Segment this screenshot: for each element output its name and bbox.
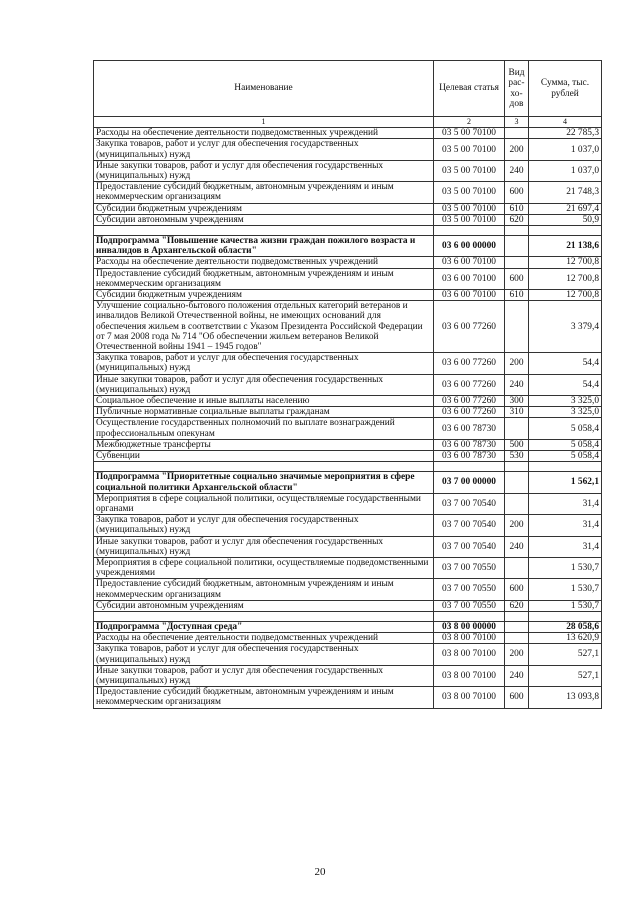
row-code-cell: 03 6 00 70100 <box>434 257 505 268</box>
table-row <box>94 290 602 301</box>
row-vid-cell <box>505 257 529 268</box>
row-sum-cell: 21 138,6 <box>529 236 602 257</box>
row-sum-cell: 21 748,3 <box>529 182 602 203</box>
row-vid-cell: 600 <box>505 182 529 203</box>
table-row <box>94 687 602 708</box>
table-row <box>94 536 602 557</box>
table-row <box>94 579 602 600</box>
row-name-cell: Закупка товаров, работ и услуг для обеспечения государственных (муниципальных) нужд <box>94 353 434 374</box>
row-vid-cell: 610 <box>505 290 529 301</box>
header-row <box>94 61 602 117</box>
table-row <box>94 439 602 450</box>
row-name-cell: Иные закупки товаров, работ и услуг для обеспечения государственных (муниципальных) нужд <box>94 536 434 557</box>
subprogram-row <box>94 621 602 632</box>
row-sum-cell: 31,4 <box>529 493 602 514</box>
row-name-cell: Субсидии автономным учреждениям <box>94 214 434 225</box>
spacer-row <box>94 611 602 621</box>
row-name-cell: Мероприятия в сфере социальной политики, осуществляемые подведомственными учреждениями <box>94 557 434 578</box>
row-vid-cell <box>505 128 529 139</box>
table-row <box>94 160 602 181</box>
row-name-cell: Мероприятия в сфере социальной политики, осуществляемые государственными органами <box>94 493 434 514</box>
table-row <box>94 396 602 407</box>
table-row <box>94 374 602 395</box>
row-vid-cell <box>505 418 529 439</box>
row-code-cell: 03 6 00 77260 <box>434 301 505 353</box>
empty-cell <box>94 462 434 472</box>
row-code-cell: 03 5 00 70100 <box>434 203 505 214</box>
row-code-cell: 03 6 00 78730 <box>434 451 505 462</box>
row-name-cell: Расходы на обеспечение деятельности подведомственных учреждений <box>94 257 434 268</box>
row-code-cell: 03 7 00 70540 <box>434 493 505 514</box>
header-sum: Сумма, тыс. рублей <box>529 61 602 117</box>
subprogram-row <box>94 472 602 493</box>
row-sum-cell: 12 700,8 <box>529 290 602 301</box>
row-name-cell: Иные закупки товаров, работ и услуг для обеспечения государственных (муниципальных) нужд <box>94 160 434 181</box>
empty-cell <box>505 226 529 236</box>
row-vid-cell: 200 <box>505 515 529 536</box>
row-sum-cell: 54,4 <box>529 353 602 374</box>
table-row <box>94 407 602 418</box>
row-name-cell: Улучшение социально-бытового положения отдельных категорий ветеранов и инвалидов Великой Отечественной войны, не имеющих оснований для обеспечения жильем в соответствии с Указом Президента Российской Федерации от 7 мая 2008 года № 714 "Об обеспечении жильем ветеранов Великой Отечественной войны 1941 – 1945 годов" <box>94 301 434 353</box>
row-sum-cell: 3 325,0 <box>529 407 602 418</box>
row-vid-cell: 300 <box>505 396 529 407</box>
row-sum-cell: 1 037,0 <box>529 160 602 181</box>
row-vid-cell: 240 <box>505 665 529 686</box>
row-vid-cell: 310 <box>505 407 529 418</box>
row-sum-cell: 12 700,8 <box>529 257 602 268</box>
row-name-cell: Расходы на обеспечение деятельности подведомственных учреждений <box>94 633 434 644</box>
row-sum-cell: 50,9 <box>529 214 602 225</box>
row-vid-cell: 610 <box>505 203 529 214</box>
row-vid-cell <box>505 557 529 578</box>
row-name-cell: Подпрограмма "Приоритетные социально значимые мероприятия в сфере социальной политики Архангельской области" <box>94 472 434 493</box>
row-code-cell: 03 6 00 70100 <box>434 268 505 289</box>
header-name: Наименование <box>94 61 434 117</box>
row-sum-cell: 54,4 <box>529 374 602 395</box>
column-number-row <box>94 117 602 128</box>
row-code-cell: 03 5 00 70100 <box>434 139 505 160</box>
empty-cell <box>434 226 505 236</box>
row-code-cell: 03 6 00 78730 <box>434 418 505 439</box>
row-name-cell: Субсидии бюджетным учреждениям <box>94 203 434 214</box>
page-number: 20 <box>314 866 326 878</box>
empty-cell <box>529 462 602 472</box>
row-code-cell: 03 8 00 00000 <box>434 621 505 632</box>
row-sum-cell: 5 058,4 <box>529 439 602 450</box>
row-sum-cell: 527,1 <box>529 644 602 665</box>
row-code-cell: 03 6 00 78730 <box>434 439 505 450</box>
table-row <box>94 665 602 686</box>
row-sum-cell: 1 037,0 <box>529 139 602 160</box>
column-number: 2 <box>434 117 505 128</box>
row-vid-cell: 530 <box>505 451 529 462</box>
row-code-cell: 03 7 00 70550 <box>434 579 505 600</box>
row-code-cell: 03 6 00 77260 <box>434 353 505 374</box>
table-row <box>94 182 602 203</box>
row-name-cell: Подпрограмма "Доступная среда" <box>94 621 434 632</box>
empty-cell <box>505 611 529 621</box>
table-body <box>94 128 602 708</box>
row-code-cell: 03 7 00 70540 <box>434 536 505 557</box>
row-vid-cell: 200 <box>505 139 529 160</box>
row-vid-cell <box>505 236 529 257</box>
empty-cell <box>529 611 602 621</box>
spacer-row <box>94 226 602 236</box>
empty-cell <box>529 226 602 236</box>
subprogram-row <box>94 236 602 257</box>
table-row <box>94 644 602 665</box>
header-code: Целевая статья <box>434 61 505 117</box>
row-vid-cell: 240 <box>505 536 529 557</box>
row-sum-cell: 5 058,4 <box>529 418 602 439</box>
table-row <box>94 515 602 536</box>
row-code-cell: 03 6 00 77260 <box>434 374 505 395</box>
row-vid-cell <box>505 472 529 493</box>
row-name-cell: Осуществление государственных полномочий по выплате вознаграждений профессиональным опекунам <box>94 418 434 439</box>
row-sum-cell: 21 697,4 <box>529 203 602 214</box>
row-code-cell: 03 8 00 70100 <box>434 665 505 686</box>
row-vid-cell <box>505 621 529 632</box>
row-name-cell: Подпрограмма "Повышение качества жизни граждан пожилого возраста и инвалидов в Архангельской области" <box>94 236 434 257</box>
column-number: 4 <box>529 117 602 128</box>
table-row <box>94 203 602 214</box>
empty-cell <box>505 462 529 472</box>
table-row <box>94 301 602 353</box>
row-name-cell: Предоставление субсидий бюджетным, автономным учреждениям и иным некоммерческим организациям <box>94 182 434 203</box>
table-row <box>94 268 602 289</box>
table-row <box>94 418 602 439</box>
row-vid-cell: 620 <box>505 600 529 611</box>
column-number: 3 <box>505 117 529 128</box>
header-vid: Вид рас-хо-дов <box>505 61 529 117</box>
row-code-cell: 03 7 00 70550 <box>434 600 505 611</box>
row-sum-cell: 28 058,6 <box>529 621 602 632</box>
table-row <box>94 128 602 139</box>
row-name-cell: Иные закупки товаров, работ и услуг для обеспечения государственных (муниципальных) нужд <box>94 374 434 395</box>
row-sum-cell: 22 785,3 <box>529 128 602 139</box>
row-name-cell: Предоставление субсидий бюджетным, автономным учреждениям и иным некоммерческим организациям <box>94 687 434 708</box>
table-row <box>94 451 602 462</box>
row-vid-cell <box>505 633 529 644</box>
row-sum-cell: 12 700,8 <box>529 268 602 289</box>
empty-cell <box>434 611 505 621</box>
row-name-cell: Расходы на обеспечение деятельности подведомственных учреждений <box>94 128 434 139</box>
row-sum-cell: 3 325,0 <box>529 396 602 407</box>
row-sum-cell: 31,4 <box>529 515 602 536</box>
row-code-cell: 03 7 00 70540 <box>434 515 505 536</box>
row-code-cell: 03 7 00 00000 <box>434 472 505 493</box>
row-sum-cell: 1 562,1 <box>529 472 602 493</box>
table-row <box>94 557 602 578</box>
row-vid-cell: 200 <box>505 353 529 374</box>
row-code-cell: 03 5 00 70100 <box>434 182 505 203</box>
row-vid-cell: 200 <box>505 644 529 665</box>
table-row <box>94 257 602 268</box>
row-vid-cell <box>505 493 529 514</box>
row-code-cell: 03 8 00 70100 <box>434 644 505 665</box>
empty-cell <box>94 611 434 621</box>
row-name-cell: Закупка товаров, работ и услуг для обеспечения государственных (муниципальных) нужд <box>94 139 434 160</box>
row-vid-cell: 620 <box>505 214 529 225</box>
row-sum-cell: 3 379,4 <box>529 301 602 353</box>
row-sum-cell: 1 530,7 <box>529 600 602 611</box>
row-vid-cell: 600 <box>505 268 529 289</box>
row-vid-cell: 240 <box>505 374 529 395</box>
table-row <box>94 353 602 374</box>
row-code-cell: 03 8 00 70100 <box>434 633 505 644</box>
row-name-cell: Предоставление субсидий бюджетным, автономным учреждениям и иным некоммерческим организациям <box>94 579 434 600</box>
table-row <box>94 633 602 644</box>
row-name-cell: Иные закупки товаров, работ и услуг для обеспечения государственных (муниципальных) нужд <box>94 665 434 686</box>
row-name-cell: Субсидии бюджетным учреждениям <box>94 290 434 301</box>
table-row <box>94 600 602 611</box>
row-sum-cell: 1 530,7 <box>529 579 602 600</box>
row-sum-cell: 1 530,7 <box>529 557 602 578</box>
row-code-cell: 03 5 00 70100 <box>434 160 505 181</box>
row-name-cell: Закупка товаров, работ и услуг для обеспечения государственных (муниципальных) нужд <box>94 644 434 665</box>
table-row <box>94 139 602 160</box>
row-code-cell: 03 6 00 70100 <box>434 290 505 301</box>
column-number: 1 <box>94 117 434 128</box>
row-name-cell: Субвенции <box>94 451 434 462</box>
empty-cell <box>94 226 434 236</box>
row-name-cell: Социальное обеспечение и иные выплаты населению <box>94 396 434 407</box>
row-name-cell: Закупка товаров, работ и услуг для обеспечения государственных (муниципальных) нужд <box>94 515 434 536</box>
table-row <box>94 493 602 514</box>
row-sum-cell: 5 058,4 <box>529 451 602 462</box>
row-vid-cell: 500 <box>505 439 529 450</box>
row-code-cell: 03 6 00 00000 <box>434 236 505 257</box>
row-sum-cell: 13 093,8 <box>529 687 602 708</box>
table-row <box>94 214 602 225</box>
empty-cell <box>434 462 505 472</box>
row-name-cell: Межбюджетные трансферты <box>94 439 434 450</box>
row-vid-cell: 240 <box>505 160 529 181</box>
row-name-cell: Субсидии автономным учреждениям <box>94 600 434 611</box>
row-code-cell: 03 6 00 77260 <box>434 407 505 418</box>
row-code-cell: 03 8 00 70100 <box>434 687 505 708</box>
row-code-cell: 03 7 00 70550 <box>434 557 505 578</box>
row-code-cell: 03 5 00 70100 <box>434 128 505 139</box>
budget-table <box>93 60 602 709</box>
row-vid-cell: 600 <box>505 687 529 708</box>
row-vid-cell: 600 <box>505 579 529 600</box>
row-vid-cell <box>505 301 529 353</box>
row-name-cell: Предоставление субсидий бюджетным, автономным учреждениям и иным некоммерческим организациям <box>94 268 434 289</box>
row-name-cell: Публичные нормативные социальные выплаты гражданам <box>94 407 434 418</box>
row-sum-cell: 31,4 <box>529 536 602 557</box>
row-sum-cell: 13 620,9 <box>529 633 602 644</box>
spacer-row <box>94 462 602 472</box>
row-code-cell: 03 5 00 70100 <box>434 214 505 225</box>
row-code-cell: 03 6 00 77260 <box>434 396 505 407</box>
row-sum-cell: 527,1 <box>529 665 602 686</box>
